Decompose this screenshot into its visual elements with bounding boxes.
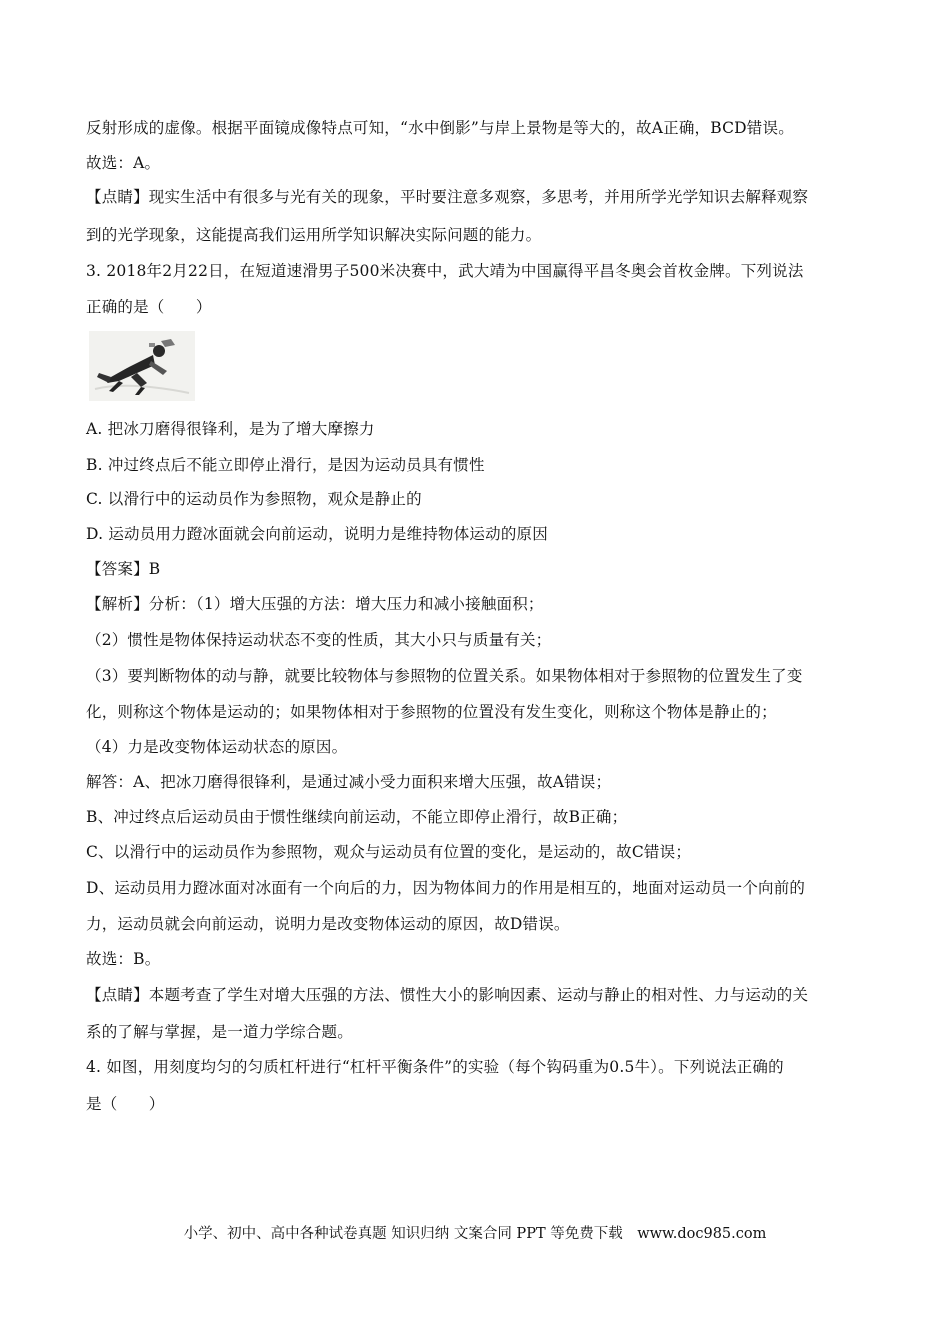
question-4-stem-cont: 是（ ） — [86, 1095, 165, 1113]
analysis-line: 化，则称这个物体是运动的；如果物体相对于参照物的位置没有发生变化，则称这个物体是静止的； — [86, 703, 777, 721]
speed-skater-photo — [89, 331, 195, 401]
solution-line: D、运动员用力蹬冰面对冰面有一个向后的力，因为物体间力的作用是相互的，地面对运动员一个向前的 — [86, 879, 806, 897]
question-3-stem-cont: 正确的是（ ） — [86, 298, 212, 316]
analysis-line: 【解析】分析：（1）增大压强的方法：增大压力和减小接触面积； — [86, 595, 544, 613]
solution-line: 解答：A、把冰刀磨得很锋利，是通过减小受力面积来增大压强，故A错误； — [86, 773, 612, 791]
text-line: 反射形成的虚像。根据平面镜成像特点可知，“水中倒影”与岸上景物是等大的，故A正确，BCD错误。 — [86, 119, 794, 137]
comment-line: 系的了解与掌握，是一道力学综合题。 — [86, 1023, 353, 1041]
solution-line: B、冲过终点后运动员由于惯性继续向前运动，不能立即停止滑行，故B正确； — [86, 808, 628, 826]
page-footer: 小学、初中、高中各种试卷真题 知识归纳 文案合同 PPT 等免费下载 www.doc985.com — [183, 1226, 767, 1242]
text-line: 【点睛】现实生活中有很多与光有关的现象，平时要注意多观察，多思考，并用所学光学知识去解释观察 — [86, 188, 809, 206]
option-c: C. 以滑行中的运动员作为参照物，观众是静止的 — [86, 490, 422, 508]
text-line: 故选：A。 — [86, 154, 161, 172]
analysis-line: （2）惯性是物体保持运动状态不变的性质，其大小只与质量有关； — [86, 631, 552, 649]
option-d: D. 运动员用力蹬冰面就会向前运动，说明力是维持物体运动的原因 — [86, 525, 548, 543]
question-4-stem: 4. 如图，用刻度均匀的匀质杠杆进行“杠杆平衡条件”的实验（每个钩码重为0.5牛）。下列说法正确的 — [86, 1058, 784, 1076]
analysis-line: （4）力是改变物体运动状态的原因。 — [86, 738, 348, 756]
option-a: A. 把冰刀磨得很锋利，是为了增大摩擦力 — [86, 420, 375, 438]
answer: 【答案】B — [86, 560, 161, 578]
speed-skater-icon — [89, 331, 195, 401]
solution-line: C、以滑行中的运动员作为参照物，观众与运动员有位置的变化，是运动的，故C错误； — [86, 843, 692, 861]
text-line: 到的光学现象，这能提高我们运用所学知识解决实际问题的能力。 — [86, 226, 542, 244]
comment-line: 【点睛】本题考查了学生对增大压强的方法、惯性大小的影响因素、运动与静止的相对性、力与运动的关 — [86, 986, 809, 1004]
question-3-stem: 3. 2018年2月22日，在短道速滑男子500米决赛中，武大靖为中国赢得平昌冬奥会首枚金牌。下列说法 — [86, 262, 804, 280]
option-b: B. 冲过终点后不能立即停止滑行，是因为运动员具有惯性 — [86, 456, 485, 474]
solution-line: 力，运动员就会向前运动，说明力是改变物体运动的原因，故D错误。 — [86, 915, 570, 933]
conclusion: 故选：B。 — [86, 950, 161, 968]
analysis-line: （3）要判断物体的动与静，就要比较物体与参照物的位置关系。如果物体相对于参照物的位置发生了变 — [86, 667, 803, 685]
